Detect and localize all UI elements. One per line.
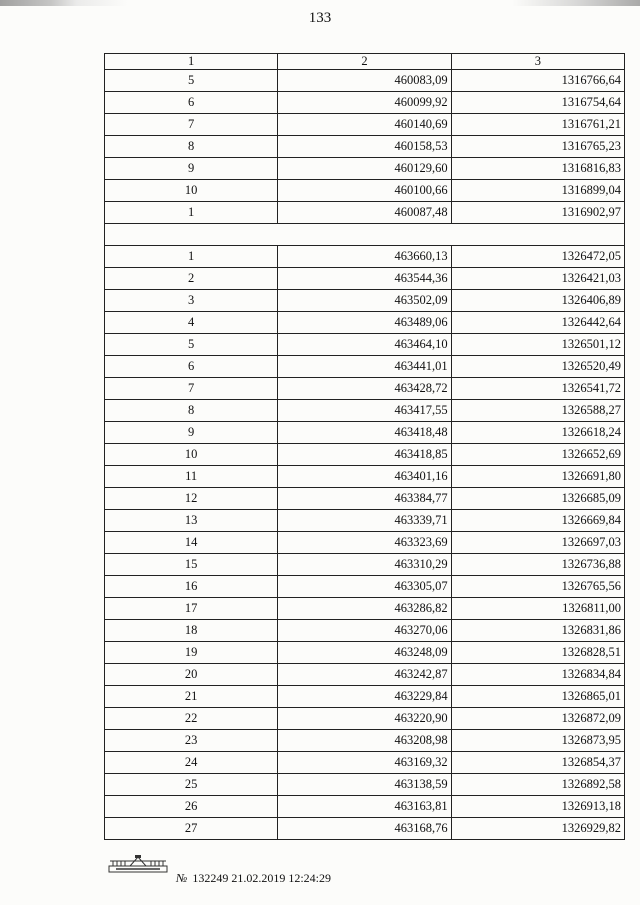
point-number-cell: 5 (105, 70, 278, 92)
y-coordinate-cell: 1326828,51 (451, 642, 624, 664)
table-row (105, 180, 625, 202)
point-number-cell: 10 (105, 444, 278, 466)
x-coordinate-cell: 463270,06 (278, 620, 451, 642)
x-coordinate-cell: 460099,92 (278, 92, 451, 114)
x-coordinate-cell: 463660,13 (278, 246, 451, 268)
x-coordinate-cell: 463418,85 (278, 444, 451, 466)
x-coordinate-cell: 463441,01 (278, 356, 451, 378)
x-coordinate-cell: 460100,66 (278, 180, 451, 202)
x-coordinate-cell: 463339,71 (278, 510, 451, 532)
table-row (105, 312, 625, 334)
table-row (105, 356, 625, 378)
x-coordinate-cell: 460158,53 (278, 136, 451, 158)
point-number-cell: 9 (105, 422, 278, 444)
y-coordinate-cell: 1326618,24 (451, 422, 624, 444)
y-coordinate-cell: 1326854,37 (451, 752, 624, 774)
table-row (105, 136, 625, 158)
column-header: 3 (451, 54, 624, 70)
table-row (105, 466, 625, 488)
x-coordinate-cell: 463220,90 (278, 708, 451, 730)
y-coordinate-cell: 1326831,86 (451, 620, 624, 642)
x-coordinate-cell: 463428,72 (278, 378, 451, 400)
table-row (105, 620, 625, 642)
point-number-cell: 1 (105, 202, 278, 224)
separator-cell (105, 224, 625, 246)
x-coordinate-cell: 463229,84 (278, 686, 451, 708)
y-coordinate-cell: 1326691,80 (451, 466, 624, 488)
x-coordinate-cell: 463138,59 (278, 774, 451, 796)
x-coordinate-cell: 463310,29 (278, 554, 451, 576)
x-coordinate-cell: 463401,16 (278, 466, 451, 488)
x-coordinate-cell: 463168,76 (278, 818, 451, 840)
table-row (105, 378, 625, 400)
point-number-cell: 7 (105, 114, 278, 136)
x-coordinate-cell: 460083,09 (278, 70, 451, 92)
point-number-cell: 21 (105, 686, 278, 708)
y-coordinate-cell: 1326421,03 (451, 268, 624, 290)
point-number-cell: 14 (105, 532, 278, 554)
point-number-cell: 8 (105, 136, 278, 158)
point-number-cell: 8 (105, 400, 278, 422)
y-coordinate-cell: 1326472,05 (451, 246, 624, 268)
x-coordinate-cell: 463208,98 (278, 730, 451, 752)
table-row (105, 70, 625, 92)
point-number-cell: 23 (105, 730, 278, 752)
table-row (105, 576, 625, 598)
y-coordinate-cell: 1326929,82 (451, 818, 624, 840)
y-coordinate-cell: 1316761,21 (451, 114, 624, 136)
table-row (105, 532, 625, 554)
y-coordinate-cell: 1326765,56 (451, 576, 624, 598)
table-row (105, 752, 625, 774)
point-number-cell: 6 (105, 92, 278, 114)
point-number-cell: 19 (105, 642, 278, 664)
y-coordinate-cell: 1316902,97 (451, 202, 624, 224)
point-number-cell: 10 (105, 180, 278, 202)
table-header-row (105, 54, 625, 70)
point-number-cell: 6 (105, 356, 278, 378)
x-coordinate-cell: 463248,09 (278, 642, 451, 664)
table-row (105, 92, 625, 114)
y-coordinate-cell: 1326520,49 (451, 356, 624, 378)
y-coordinate-cell: 1326442,64 (451, 312, 624, 334)
y-coordinate-cell: 1326873,95 (451, 730, 624, 752)
y-coordinate-cell: 1316765,23 (451, 136, 624, 158)
scan-edge (0, 0, 640, 6)
page-number: 133 (308, 10, 332, 26)
y-coordinate-cell: 1326669,84 (451, 510, 624, 532)
x-coordinate-cell: 463305,07 (278, 576, 451, 598)
y-coordinate-cell: 1326685,09 (451, 488, 624, 510)
point-number-cell: 26 (105, 796, 278, 818)
point-number-cell: 22 (105, 708, 278, 730)
x-coordinate-cell: 463502,09 (278, 290, 451, 312)
point-number-cell: 12 (105, 488, 278, 510)
point-number-cell: 13 (105, 510, 278, 532)
x-coordinate-cell: 460129,60 (278, 158, 451, 180)
point-number-cell: 11 (105, 466, 278, 488)
x-coordinate-cell: 463169,32 (278, 752, 451, 774)
x-coordinate-cell: 463464,10 (278, 334, 451, 356)
point-number-cell: 7 (105, 378, 278, 400)
point-number-cell: 15 (105, 554, 278, 576)
table-row (105, 708, 625, 730)
table-row (105, 642, 625, 664)
y-coordinate-cell: 1326697,03 (451, 532, 624, 554)
x-coordinate-cell: 463384,77 (278, 488, 451, 510)
registration-stamp-text: 132249 21.02.2019 12:24:29 (192, 871, 331, 885)
y-coordinate-cell: 1326913,18 (451, 796, 624, 818)
y-coordinate-cell: 1326834,84 (451, 664, 624, 686)
table-row (105, 554, 625, 576)
table-row (105, 818, 625, 840)
column-header: 1 (105, 54, 278, 70)
column-header: 2 (278, 54, 451, 70)
y-coordinate-cell: 1326865,01 (451, 686, 624, 708)
point-number-cell: 2 (105, 268, 278, 290)
x-coordinate-cell: 463418,48 (278, 422, 451, 444)
x-coordinate-cell: 463323,69 (278, 532, 451, 554)
x-coordinate-cell: 463489,06 (278, 312, 451, 334)
table-row (105, 114, 625, 136)
point-number-cell: 20 (105, 664, 278, 686)
point-number-cell: 27 (105, 818, 278, 840)
y-coordinate-cell: 1326811,00 (451, 598, 624, 620)
table-row (105, 774, 625, 796)
coordinates-table (104, 53, 625, 840)
y-coordinate-cell: 1326892,58 (451, 774, 624, 796)
point-number-cell: 5 (105, 334, 278, 356)
contour-separator-row (105, 224, 625, 246)
table-row (105, 598, 625, 620)
x-coordinate-cell: 463417,55 (278, 400, 451, 422)
x-coordinate-cell: 463242,87 (278, 664, 451, 686)
table-row (105, 422, 625, 444)
table-row (105, 686, 625, 708)
point-number-cell: 25 (105, 774, 278, 796)
y-coordinate-cell: 1316816,83 (451, 158, 624, 180)
x-coordinate-cell: 460140,69 (278, 114, 451, 136)
y-coordinate-cell: 1326872,09 (451, 708, 624, 730)
point-number-cell: 4 (105, 312, 278, 334)
table-row (105, 268, 625, 290)
stamp-emblem-icon (108, 852, 168, 876)
table-row (105, 510, 625, 532)
table-row (105, 664, 625, 686)
y-coordinate-cell: 1326406,89 (451, 290, 624, 312)
x-coordinate-cell: 463544,36 (278, 268, 451, 290)
y-coordinate-cell: 1316899,04 (451, 180, 624, 202)
table-row (105, 488, 625, 510)
y-coordinate-cell: 1326501,12 (451, 334, 624, 356)
point-number-cell: 1 (105, 246, 278, 268)
table-row (105, 400, 625, 422)
y-coordinate-cell: 1316766,64 (451, 70, 624, 92)
table-row (105, 246, 625, 268)
y-coordinate-cell: 1326652,69 (451, 444, 624, 466)
y-coordinate-cell: 1326541,72 (451, 378, 624, 400)
x-coordinate-cell: 460087,48 (278, 202, 451, 224)
point-number-cell: 9 (105, 158, 278, 180)
point-number-cell: 17 (105, 598, 278, 620)
y-coordinate-cell: 1316754,64 (451, 92, 624, 114)
table-row (105, 202, 625, 224)
point-number-cell: 16 (105, 576, 278, 598)
y-coordinate-cell: 1326588,27 (451, 400, 624, 422)
table-row (105, 158, 625, 180)
table-row (105, 334, 625, 356)
table-row (105, 444, 625, 466)
table-row (105, 796, 625, 818)
x-coordinate-cell: 463286,82 (278, 598, 451, 620)
x-coordinate-cell: 463163,81 (278, 796, 451, 818)
table-row (105, 290, 625, 312)
y-coordinate-cell: 1326736,88 (451, 554, 624, 576)
point-number-cell: 18 (105, 620, 278, 642)
number-sign: № (176, 871, 188, 885)
point-number-cell: 24 (105, 752, 278, 774)
point-number-cell: 3 (105, 290, 278, 312)
table-row (105, 730, 625, 752)
registration-footer (176, 871, 331, 886)
